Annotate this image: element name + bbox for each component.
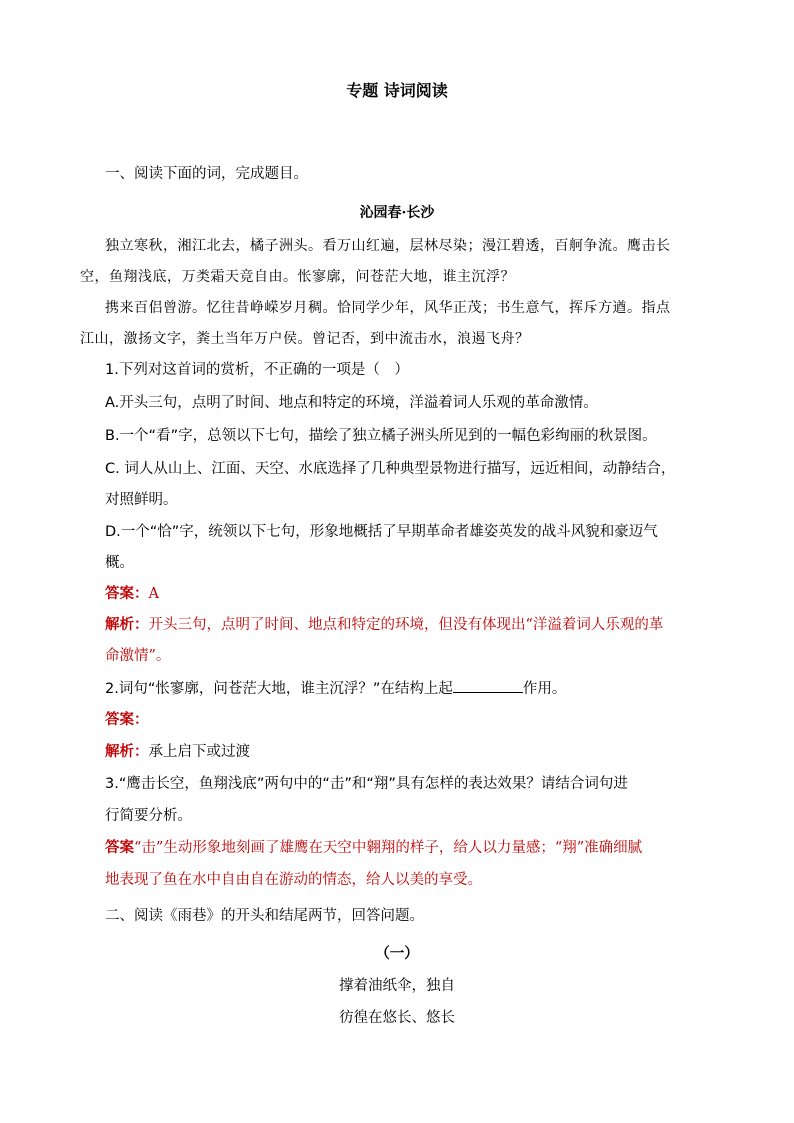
poem-title: 沁园春·长沙: [359, 205, 435, 221]
question-1-stem: 1.下列对这首词的赏析，不正确的一项是（ ）: [105, 362, 409, 378]
question-1-analysis-cont: 命激情”。: [105, 648, 171, 664]
page-title: 专题 诗词阅读: [346, 81, 448, 100]
question-1-option-c: C. 词人从山上、江面、天空、水底选择了几种典型景物进行描写，远近相间，动静结合，: [105, 461, 676, 477]
question-2-stem: [105, 678, 725, 699]
poem-line: 江山，激扬文字，粪土当年万户侯。曾记否，到中流击水，浪遏飞舟？: [80, 331, 530, 347]
answer-text: “击”生动形象地刻画了雄鹰在天空中翱翔的样子，给人以力量感；“翔”准确细腻: [134, 840, 643, 856]
question-3-answer: [105, 838, 725, 858]
question-1-option-d-cont: 概。: [105, 555, 134, 571]
analysis-label: 解析：: [105, 616, 149, 633]
question-2-stem-before: 2.词句“怅寥廓，问苍茫大地，谁主沉浮？”在结构上起: [105, 681, 453, 697]
poem-line: 独立寒秋，湘江北去，橘子洲头。看万山红遍，层林尽染；漫江碧透，百舸争流。鹰击长: [105, 238, 671, 254]
question-3-answer-cont: 地表现了鱼在水中自由自在游动的情态，给人以美的享受。: [105, 872, 482, 888]
answer-blank[interactable]: [453, 678, 523, 693]
question-1-answer: [105, 584, 725, 604]
question-3-stem: 3.“鹰击长空，鱼翔浅底”两句中的“击”和“翔”具有怎样的表达效果？请结合词句进: [105, 776, 628, 792]
poem-line: 撑着油纸伞，独自: [339, 978, 455, 994]
question-2-stem-after: 作用。: [522, 681, 567, 697]
analysis-text: 承上启下或过渡: [148, 744, 250, 760]
section2-heading: 二、阅读《雨巷》的开头和结尾两节，回答问题。: [105, 908, 424, 924]
question-1-option-d: D.一个“恰”字，统领以下七句，形象地概括了早期革命者雄姿英发的战斗风貌和豪迈气: [105, 524, 658, 540]
question-1-option-a: A.开头三句，点明了时间、地点和特定的环境，洋溢着词人乐观的革命激情。: [105, 395, 598, 411]
poem-line: 空，鱼翔浅底，万类霜天竞自由。怅寥廓，问苍茫大地，谁主沉浮？: [80, 269, 515, 285]
poem-line: 携来百侣曾游。忆往昔峥嵘岁月稠。恰同学少年，风华正茂；书生意气，挥斥方遒。指点: [105, 300, 671, 316]
question-1-option-b: B.一个“看”字，总领以下七句，描绘了独立橘子洲头所见到的一幅色彩绚丽的秋景图。: [105, 428, 657, 444]
analysis-text: 开头三句，点明了时间、地点和特定的环境，但没有体现出“洋溢着词人乐观的革: [148, 617, 664, 633]
question-1-option-c-cont: 对照鲜明。: [105, 492, 178, 508]
analysis-label: 解析：: [105, 743, 149, 760]
answer-label: 答案: [105, 839, 134, 856]
question-2-answer-label: 答案：: [105, 711, 149, 728]
answer-value: A: [148, 586, 159, 602]
section1-heading: 一、阅读下面的词，完成题目。: [105, 166, 308, 182]
section2-part-label: （一）: [375, 946, 419, 962]
question-1-analysis: [105, 615, 725, 635]
question-2-analysis: [105, 742, 725, 762]
answer-label: 答案：: [105, 585, 149, 602]
question-3-stem-cont: 行简要分析。: [105, 808, 192, 824]
poem-line: 彷徨在悠长、悠长: [339, 1010, 455, 1026]
